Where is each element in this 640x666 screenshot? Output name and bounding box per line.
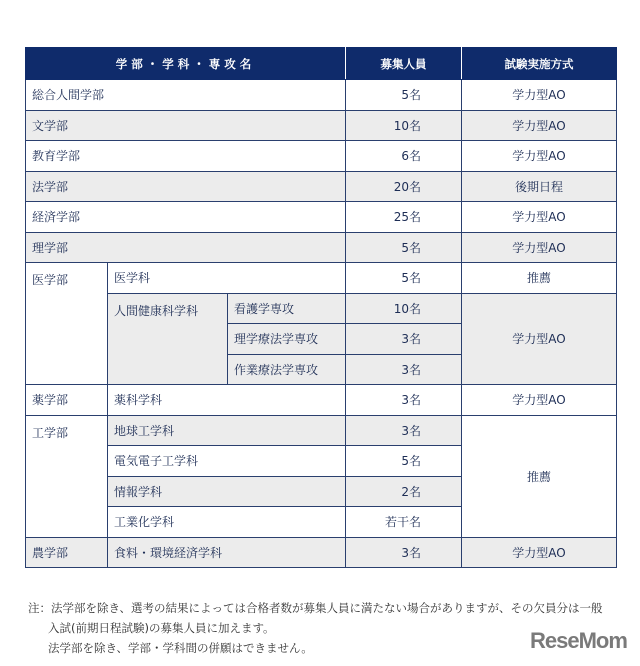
table-row bbox=[26, 232, 617, 263]
quota: 25名 bbox=[346, 202, 462, 233]
dept-name: 情報学科 bbox=[108, 476, 346, 507]
table-header bbox=[26, 48, 617, 80]
faculty-name: 工学部 bbox=[26, 415, 108, 537]
quota: 若干名 bbox=[346, 507, 462, 538]
dept-name: 人間健康科学科 bbox=[108, 293, 228, 385]
major-name: 理学療法学専攻 bbox=[228, 324, 346, 355]
table-row bbox=[26, 537, 617, 568]
quota: 5名 bbox=[346, 80, 462, 111]
method: 学力型AO bbox=[462, 110, 617, 141]
table-row bbox=[26, 293, 617, 324]
faculty-name: 法学部 bbox=[26, 171, 346, 202]
table-row bbox=[26, 141, 617, 172]
table-row bbox=[26, 263, 617, 294]
dept-name: 地球工学科 bbox=[108, 415, 346, 446]
dept-name: 薬科学科 bbox=[108, 385, 346, 416]
method: 推薦 bbox=[462, 415, 617, 537]
admission-table bbox=[25, 47, 617, 568]
faculty-name: 農学部 bbox=[26, 537, 108, 568]
footnote: 法学部を除き、学部・学科間の併願はできません。 bbox=[48, 641, 313, 655]
table-row bbox=[26, 171, 617, 202]
method: 学力型AO bbox=[462, 141, 617, 172]
table-row bbox=[26, 415, 617, 446]
quota: 3名 bbox=[346, 385, 462, 416]
dept-name: 食料・環境経済学科 bbox=[108, 537, 346, 568]
faculty-name: 総合人間学部 bbox=[26, 80, 346, 111]
quota: 5名 bbox=[346, 263, 462, 294]
method: 後期日程 bbox=[462, 171, 617, 202]
quota: 6名 bbox=[346, 141, 462, 172]
faculty-name: 薬学部 bbox=[26, 385, 108, 416]
method: 学力型AO bbox=[462, 202, 617, 233]
header-method: 試験実施方式 bbox=[462, 48, 617, 80]
method: 学力型AO bbox=[462, 293, 617, 385]
quota: 10名 bbox=[346, 293, 462, 324]
footnotes bbox=[28, 598, 603, 658]
method: 学力型AO bbox=[462, 80, 617, 111]
quota: 10名 bbox=[346, 110, 462, 141]
quota: 3名 bbox=[346, 354, 462, 385]
quota: 5名 bbox=[346, 446, 462, 477]
quota: 3名 bbox=[346, 324, 462, 355]
header-quota: 募集人員 bbox=[346, 48, 462, 80]
table-row bbox=[26, 202, 617, 233]
method: 推薦 bbox=[462, 263, 617, 294]
method: 学力型AO bbox=[462, 537, 617, 568]
faculty-name: 医学部 bbox=[26, 263, 108, 385]
quota: 3名 bbox=[346, 415, 462, 446]
footnote: 入試(前期日程試験)の募集人員に加えます。 bbox=[48, 621, 275, 635]
table-row bbox=[26, 110, 617, 141]
dept-name: 電気電子工学科 bbox=[108, 446, 346, 477]
faculty-name: 文学部 bbox=[26, 110, 346, 141]
dept-name: 医学科 bbox=[108, 263, 346, 294]
faculty-name: 教育学部 bbox=[26, 141, 346, 172]
quota: 5名 bbox=[346, 232, 462, 263]
dept-name: 工業化学科 bbox=[108, 507, 346, 538]
footnote: 注：法学部を除き、選考の結果によっては合格者数が募集人員に満たない場合がありますが、その欠員分は一般 bbox=[28, 601, 603, 615]
method: 学力型AO bbox=[462, 232, 617, 263]
major-name: 看護学専攻 bbox=[228, 293, 346, 324]
quota: 3名 bbox=[346, 537, 462, 568]
major-name: 作業療法学専攻 bbox=[228, 354, 346, 385]
resemom-logo: ReseMom bbox=[530, 628, 627, 653]
faculty-name: 理学部 bbox=[26, 232, 346, 263]
header-name: 学部・学科・専攻名 bbox=[26, 48, 346, 80]
quota: 20名 bbox=[346, 171, 462, 202]
table-row bbox=[26, 385, 617, 416]
faculty-name: 経済学部 bbox=[26, 202, 346, 233]
table-row bbox=[26, 80, 617, 111]
quota: 2名 bbox=[346, 476, 462, 507]
method: 学力型AO bbox=[462, 385, 617, 416]
